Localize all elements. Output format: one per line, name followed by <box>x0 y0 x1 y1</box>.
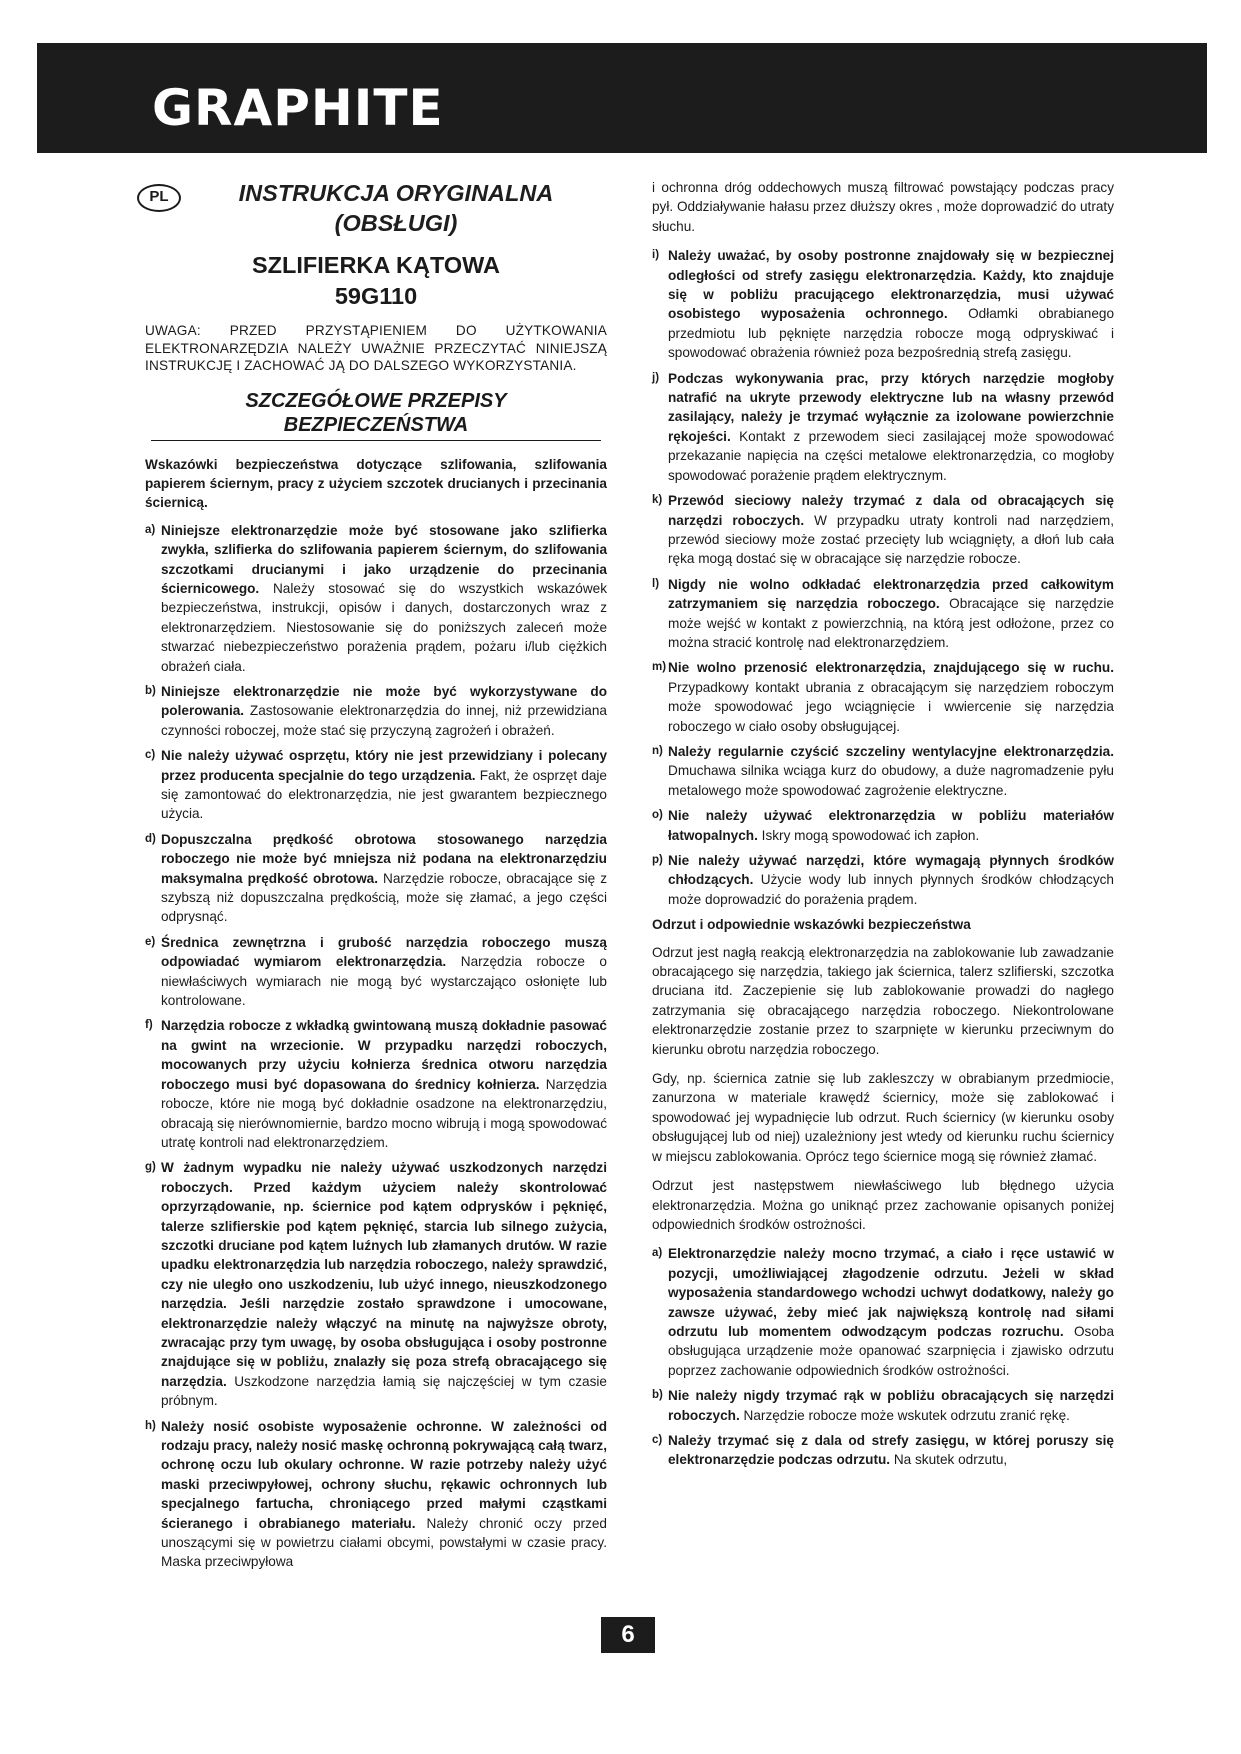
item-bold-text: W żadnym wypadku nie należy używać uszkodzonych narzędzi roboczych. Przed każdym użyciem należy skontrolować oprzyrządowanie, np. ściernice pod kątem odprysków i pęknięć, talerze szlifierskie pod kątem pęknięć, starcia lub silnego zużycia, szczotki druciane pod kątem luźnych lub złamanych drutów. W razie upadku elektronarzędzia lub narzędzia roboczego, należy sprawdzić, czy nie uległo ono uszkodzeniu, lub użyć innego, nieuszkodzonego narzędzia. Jeśli narzędzie zostało sprawdzone i umocowane, elektronarzędzie należy włączyć na minutę na najwyższe obroty, zwracając przy tym uwagę, by osoba obsługująca i osoby postronne znajdujące się w pobliżu, znalazły się poza strefą obracającego się narzędzia. <box>161 1160 607 1389</box>
list-item <box>652 851 1114 909</box>
item-bold-text: Należy regularnie czyścić szczeliny wentylacyjne elektronarzędzia. <box>668 743 1114 759</box>
item-bold-text: Przewód sieciowy należy trzymać z dala od obracających się narzędzi roboczych. <box>668 493 1114 528</box>
kickback-paragraph: Gdy, np. ściernica zatnie się lub zakleszczy w obrabianym przedmiocie, zanurzona w materiale krawędź ściernicy, może się zablokować i spowodować jej wypadnięcie lub odrzut. Ruch ściernicy (w kierunku osoby obsługującej lub od niej) uzależniony jest wtedy od kierunku ruchu ściernicy w miejscu zablokowania. Oprócz tego ściernice mogą się również złamać. <box>652 1071 1114 1164</box>
item-letter: n) <box>652 744 663 757</box>
list-item <box>145 933 607 1011</box>
item-text: W przypadku utraty kontroli nad narzędziem, przewód sieciowy może zostać przecięty lub wciągnięty, a dłoń lub cała ręka mogą dostać się w obracające się narzędzie robocze. <box>668 512 1114 567</box>
item-text: Użycie wody lub innych płynnych środków chłodzących może doprowadzić do porażenia prądem. <box>668 872 1114 907</box>
list-item <box>145 1158 607 1410</box>
list-item <box>652 246 1114 362</box>
item-text: Kontakt z przewodem sieci zasilającej może spowodować przekazanie napięcia na części metalowe elektronarzędzia, co mogłoby spowodować porażenie prądem elektrycznym. <box>668 428 1114 483</box>
right-column <box>652 178 1114 1476</box>
item-bold-text: Należy uważać, by osoby postronne znajdowały się w bezpiecznej odległości od strefy zasięgu elektronarzędzia. Każdy, kto znajduje się w pobliżu pracującego elektronarzędzia, musi używać osobistego wyposażenia ochronnego. <box>668 248 1114 322</box>
item-bold-text: Niniejsze elektronarzędzie nie może być wykorzystywane do polerowania. <box>161 683 607 719</box>
item-letter: h) <box>145 1419 156 1432</box>
header-bar <box>37 43 1207 153</box>
brand-logo: GRAPHITE <box>152 79 444 137</box>
list-item <box>652 1431 1114 1470</box>
item-letter: e) <box>145 935 156 948</box>
list-item <box>145 521 607 676</box>
item-text: Zastosowanie elektronarzędzia do innej, niż przewidziana czynności roboczej, może stać się przyczyną zagrożeń i obrażeń. <box>161 703 607 738</box>
item-letter: f) <box>145 1019 153 1032</box>
list-item <box>652 658 1114 736</box>
item-text: Dmuchawa silnika wciąga kurz do obudowy, a duże nagromadzenie pyłu metalowego może spowodować zagrożenie elektryczne. <box>668 763 1114 798</box>
item-bold-text: Niniejsze elektronarzędzie może być stosowane jako szlifierka zwykła, szlifierka do szlifowania papierem ściernym, do szlifowania szczotkami drucianymi i jako urządzenie do przecinania ściernicowego. <box>161 522 607 596</box>
list-item <box>145 1417 607 1572</box>
continuation-text: i ochronna dróg oddechowych muszą filtrować powstający podczas pracy pył. Oddziaływanie hałasu przez dłuższy okres , może doprowadzić do utraty słuchu. <box>652 180 1114 234</box>
item-bold-text: Nie należy używać narzędzi, które wymagają płynnych środków chłodzących. <box>668 853 1114 888</box>
kickback-list <box>652 1244 1114 1469</box>
item-letter: d) <box>145 832 156 845</box>
item-letter: g) <box>145 1161 156 1174</box>
item-letter: c) <box>652 1433 663 1446</box>
kickback-paragraph: Odrzut jest następstwem niewłaściwego lub błędnego użycia elektronarzędzia. Można go uniknąć przez zachowanie opisanych poniżej odpowiednich środków ostrożności. <box>652 1178 1114 1232</box>
item-text: Uszkodzone narzędzia łamią się najczęściej w tym czasie próbnym. <box>161 1373 607 1409</box>
title-block <box>145 178 607 238</box>
item-text: Należy chronić oczy przed unoszącymi się w powietrzu ciałami obcymi, powstałymi w czasie pracy. Maska przeciwpyłowa <box>161 1515 607 1570</box>
item-bold-text: Nie wolno przenosić elektronarzędzia, znajdującego się w ruchu. <box>668 660 1114 676</box>
item-text: Narzędzie robocze, obracające się z szybszą niż dopuszczalna prędkością, może się złamać, a jego części odprysnąć. <box>161 870 607 925</box>
item-bold-text: Podczas wykonywania prac, przy których narzędzie mogłoby natrafić na ukryte przewody elektryczne lub na własny przewód zasilający, należy je trzymać wyłącznie za izolowane powierzchnie rękojeści. <box>668 370 1114 444</box>
page-number: 6 <box>601 1617 655 1653</box>
item-letter: m) <box>652 661 667 674</box>
item-text: Fakt, że osprzęt daje się zamontować do elektronarzędzia, nie jest gwarantem bezpiecznego użycia. <box>161 767 607 822</box>
list-item <box>652 1386 1114 1425</box>
item-text: Obracające się narzędzie może wejść w kontakt z powierzchnią, na którą jest odłożone, przez co można stracić kontrolę nad elektronarzędziem. <box>668 596 1114 650</box>
list-item <box>652 1244 1114 1380</box>
item-text: Osoba obsługująca urządzenie może opanować szarpnięcia i zjawisko odrzutu poprzez zachowanie odpowiednich środków ostrożności. <box>668 1323 1115 1378</box>
item-bold-text: Dopuszczalna prędkość obrotowa stosowanego narzędzia roboczego nie może być mniejsza niż podana na elektronarzędziu maksymalna prędkość obrotowa. <box>161 831 607 886</box>
list-item <box>652 491 1114 569</box>
safety-list <box>145 521 607 1572</box>
list-item <box>652 806 1114 845</box>
item-bold-text: Nigdy nie wolno odkładać elektronarzędzia przed całkowitym zatrzymaniem się narzędzia roboczego. <box>668 576 1114 612</box>
item-text: Iskry mogą spowodować ich zapłon. <box>757 827 980 843</box>
left-column <box>145 178 607 1578</box>
item-letter: b) <box>145 684 156 697</box>
item-bold-text: Nie należy używać elektronarzędzia w pobliżu materiałów łatwopalnych. <box>668 808 1114 843</box>
item-bold-text: Nie należy nigdy trzymać rąk w pobliżu obracających się narzędzi roboczych. <box>668 1388 1114 1423</box>
list-item <box>145 682 607 740</box>
item-letter: o) <box>652 809 663 822</box>
item-text: Odłamki obrabianego przedmiotu lub pęknięte narzędzia robocze mogą odpryskiwać i spowodować obrażenia również poza bezpośrednią strefą zasięgu. <box>668 306 1115 361</box>
item-bold-text: Elektronarzędzie należy mocno trzymać, a ciało i ręce ustawić w pozycji, umożliwiającej złagodzenie odrzutu. Jeżeli w skład wyposażenia standardowego wchodzi uchwyt dodatkowy, należy go zawsze używać, żeby mieć jak największą kontrolę nad siłami odrzutu lub momentem odwodzącym podczas rozruchu. <box>668 1246 1114 1339</box>
item-letter: k) <box>652 494 663 507</box>
item-letter: a) <box>145 523 156 536</box>
product-code: 59G110 <box>334 283 418 309</box>
list-item <box>652 742 1114 800</box>
kickback-heading: Odrzut i odpowiednie wskazówki bezpieczeństwa <box>652 917 971 933</box>
product-name: SZLIFIERKA KĄTOWA <box>251 252 501 278</box>
item-text: Przypadkowy kontakt ubrania z obracającym się narzędziem roboczym może spowodować jego wciągnięcie i wwiercenie się narzędzia roboczego w ciało osoby obsługującej. <box>668 679 1114 734</box>
item-letter: i) <box>652 249 660 262</box>
item-letter: a) <box>652 1247 663 1260</box>
item-text: Narzędzia robocze, które nie mogą być dokładnie osadzone na elektronarzędziu, obracają się nierównomiernie, bardzo mocno wibrują i mogą spowodować utratę kontroli nad elektronarzędziem. <box>161 1076 607 1150</box>
item-letter: b) <box>652 1389 663 1402</box>
item-text: Narzędzia robocze o niewłaściwych wymiarach nie mogą być wystarczająco osłonięte lub kontrolowane. <box>161 954 607 1009</box>
product-heading <box>145 250 607 312</box>
list-item <box>652 369 1114 485</box>
item-text: Na skutek odrzutu, <box>890 1452 1008 1468</box>
section-heading: SZCZEGÓŁOWE PRZEPISY BEZPIECZEŃSTWA <box>151 389 601 441</box>
item-letter: j) <box>652 371 660 384</box>
item-bold-text: Nie należy używać osprzętu, który nie jest przewidziany i polecany przez producenta specjalnie do tego urządzenia. <box>161 748 607 783</box>
item-bold-text: Narzędzia robocze z wkładką gwintowaną muszą dokładnie pasować na gwint na wrzecionie. W przypadku narzędzi roboczych, mocowanych przy użyciu kołnierza średnica otworu narzędzia roboczego musi być dopasowana do średnicy kołnierza. <box>161 1018 607 1092</box>
list-item <box>145 1016 607 1152</box>
intro-text: Wskazówki bezpieczeństwa dotyczące szlifowania, szlifowania papierem ściernym, pracy z użyciem szczotek drucianych i przecinania ściernicą. <box>145 456 607 511</box>
item-bold-text: Należy trzymać się z dala od strefy zasięgu, w której poruszy się elektronarzędzie podczas odrzutu. <box>668 1432 1114 1468</box>
document-title: INSTRUKCJA ORYGINALNA (OBSŁUGI) <box>238 180 554 236</box>
item-bold-text: Średnica zewnętrzna i grubość narzędzia roboczego muszą odpowiadać wymiarom elektronarzędzia. <box>161 934 607 970</box>
item-text: Narzędzie robocze może wskutek odrzutu zranić rękę. <box>739 1407 1070 1423</box>
list-item <box>145 746 607 824</box>
item-letter: p) <box>652 854 663 866</box>
kickback-paragraph: Odrzut jest nagłą reakcją elektronarzędzia na zablokowanie lub zawadzanie obracającego się narzędzia, takiego jak ściernica, talerz szlifierski, szczotka druciana itd. Zaczepienie się lub zablokowanie prowadzi do nagłego zatrzymania się obracającego narzędzia roboczego. Niekontrolowane elektronarzędzie zostanie przez to szarpnięte w kierunku przeciwnym do kierunku obrotu narzędzia roboczego. <box>652 944 1114 1057</box>
safety-list <box>652 246 1114 909</box>
item-letter: c) <box>145 749 156 762</box>
item-bold-text: Należy nosić osobiste wyposażenie ochronne. W zależności od rodzaju pracy, należy nosić maskę ochronną pokrywającą całą twarz, ochronę oczu lub okulary ochronne. W razie potrzeby należy użyć maski przeciwpyłowej, ochrony słuchu, rękawic ochronnych lub specjalnego fartucha, chroniącego przed małymi cząstkami ścieranego i obrabianego materiału. <box>161 1418 607 1531</box>
item-text: Należy stosować się do wszystkich wskazówek bezpieczeństwa, instrukcji, opisów i danych, dostarczonych wraz z elektronarzędziem. Niestosowanie się do poniższych zaleceń może stwarzać niebezpieczeństwo porażenia prądem, pożaru i/lub ciężkich obrażeń ciała. <box>161 580 607 674</box>
language-badge: PL <box>137 184 181 212</box>
item-letter: l) <box>652 577 660 590</box>
list-item <box>652 575 1114 653</box>
warning-text: UWAGA: PRZED PRZYSTĄPIENIEM DO UŻYTKOWANIA ELEKTRONARZĘDZIA NALEŻY UWAŻNIE PRZECZYTAĆ NINIEJSZĄ INSTRUKCJĘ I ZACHOWAĆ JĄ DO DALSZEGO WYKORZYSTANIA. <box>145 323 607 373</box>
list-item <box>145 830 607 927</box>
